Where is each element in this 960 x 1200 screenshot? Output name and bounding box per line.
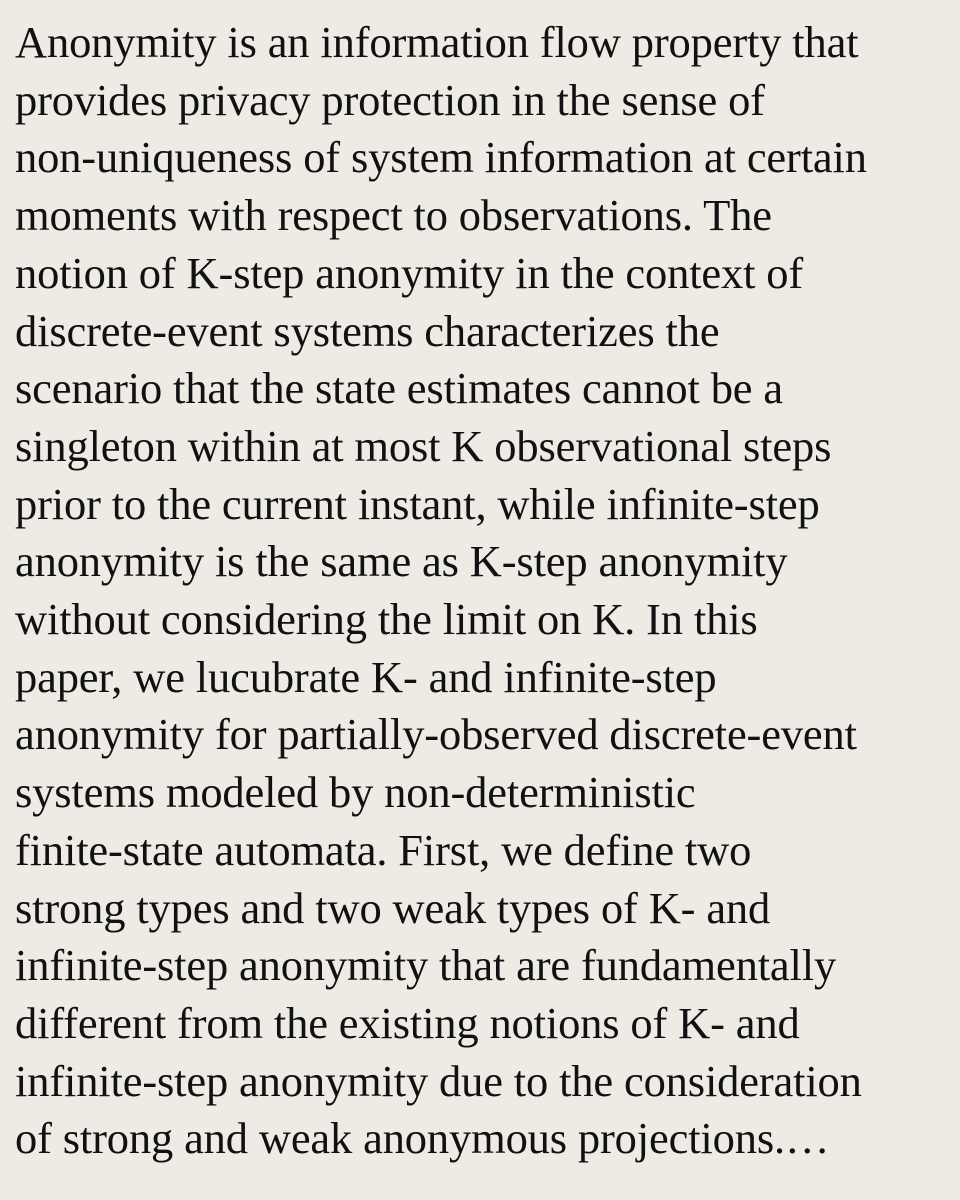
text-line: infinite-step anonymity that are fundamentally	[15, 940, 837, 991]
text-line: Anonymity is an information flow property that	[15, 17, 859, 67]
text-line: moments with respect to observations. The	[15, 190, 772, 241]
text-line: infinite-step anonymity due to the consideration	[15, 1055, 862, 1106]
abstract-text	[15, 14, 960, 1168]
text-line: anonymity for partially-observed discrete-event	[15, 709, 857, 760]
text-line: finite-state automata. First, we define two	[15, 824, 752, 875]
text-line: anonymity is the same as K-step anonymity	[15, 536, 788, 587]
text-line: different from the existing notions of K- and	[15, 997, 800, 1048]
text-line: strong types and two weak types of K- and	[15, 882, 771, 933]
text-line: singleton within at most K observational steps	[15, 420, 832, 471]
text-line: systems modeled by non-deterministic	[15, 767, 696, 818]
text-line: non-uniqueness of system information at certain	[15, 132, 867, 183]
text-line: scenario that the state estimates cannot be a	[15, 363, 783, 414]
text-line: notion of K-step anonymity in the context of	[15, 247, 804, 298]
text-line: of strong and weak anonymous projections.…	[15, 1113, 830, 1164]
text-line: prior to the current instant, while infinite-step	[15, 478, 820, 529]
text-line: paper, we lucubrate K- and infinite-step	[15, 651, 717, 702]
text-line: without considering the limit on K. In this	[15, 594, 758, 645]
text-line: discrete-event systems characterizes the	[15, 305, 720, 356]
text-line: provides privacy protection in the sense of	[15, 74, 765, 125]
